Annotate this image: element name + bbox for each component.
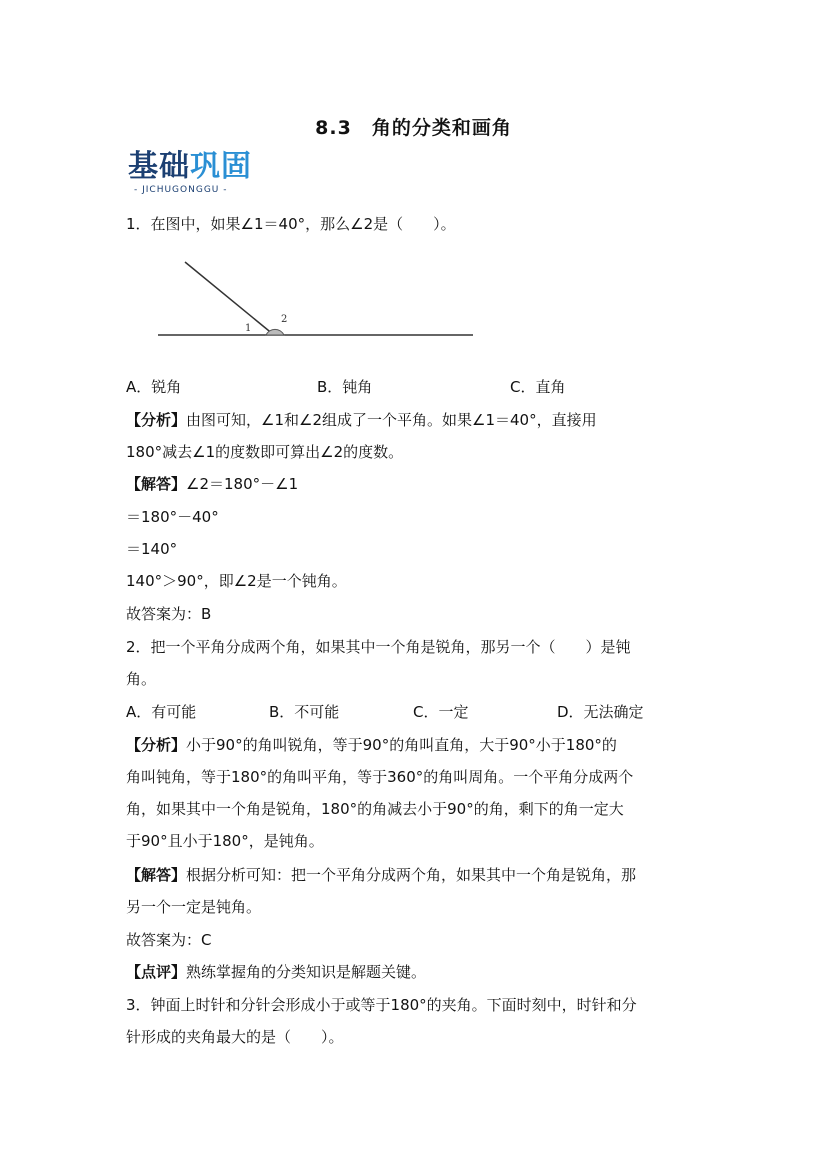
answer-text: 根据分析可知：把一个平角分成两个角，如果其中一个角是锐角，那 [186, 866, 637, 884]
q1-option-c: C．直角 [510, 378, 566, 396]
angle-figure [150, 252, 480, 347]
answer-text: ∠2＝180°－∠1 [186, 475, 299, 493]
q1-answer-line-2: ＝180°－40° [126, 508, 219, 526]
q2-analysis-line-2: 角叫钝角，等于180°的角叫平角，等于360°的角叫周角。一个平角分成两个 [126, 768, 634, 786]
q1-answer-line-4: 140°＞90°，即∠2是一个钝角。 [126, 572, 347, 590]
q2-option-d: D．无法确定 [557, 703, 644, 721]
q2-option-a: A．有可能 [126, 703, 197, 721]
page-title: 8.3 角的分类和画角 [315, 117, 512, 139]
q3-stem-line-2: 针形成的夹角最大的是（ ）。 [126, 1028, 344, 1046]
angle-label-2: 2 [281, 314, 288, 325]
q1-answer-line-3: ＝140° [126, 540, 178, 558]
q2-answer-line-2: 另一个一定是钝角。 [126, 898, 262, 916]
answer-tag: 【解答】 [126, 475, 187, 493]
q1-analysis-line-1 [126, 410, 597, 430]
logo-text-b: 巩固 [190, 149, 252, 184]
q2-option-c: C．一定 [413, 703, 469, 721]
q1-final-answer: 故答案为：B [126, 605, 212, 623]
slanted-ray [185, 262, 274, 335]
logo-text [128, 150, 276, 184]
logo-subtitle: - JICHUGONGGU - [134, 185, 228, 195]
logo-text-a: 基础 [128, 149, 190, 184]
q2-option-b: B．不可能 [269, 703, 340, 721]
answer-tag: 【解答】 [126, 866, 187, 884]
analysis-text: 由图可知，∠1和∠2组成了一个平角。如果∠1＝40°，直接用 [186, 411, 597, 429]
q2-analysis-line-3: 角，如果其中一个角是锐角，180°的角减去小于90°的角，剩下的角一定大 [126, 800, 624, 818]
q1-option-b: B．钝角 [317, 378, 373, 396]
q2-answer-line-1 [126, 865, 636, 885]
q3-stem-line-1: 3．钟面上时针和分针会形成小于或等于180°的夹角。下面时刻中，时针和分 [126, 996, 637, 1014]
q1-answer-line-1 [126, 474, 298, 494]
q2-analysis-line-4: 于90°且小于180°，是钝角。 [126, 832, 324, 850]
analysis-tag: 【分析】 [126, 736, 187, 754]
q2-analysis-line-1 [126, 735, 617, 755]
q1-stem: 1．在图中，如果∠1＝40°，那么∠2是（ ）。 [126, 215, 456, 233]
q2-stem-line-1: 2．把一个平角分成两个角，如果其中一个角是锐角，那另一个（ ）是钝 [126, 638, 631, 656]
analysis-text: 小于90°的角叫锐角，等于90°的角叫直角，大于90°小于180°的 [186, 736, 617, 754]
angle-label-1: 1 [245, 323, 252, 334]
review-tag: 【点评】 [126, 963, 187, 981]
q2-final-answer: 故答案为：C [126, 931, 212, 949]
analysis-tag: 【分析】 [126, 411, 187, 429]
q2-stem-line-2: 角。 [126, 670, 157, 688]
q1-option-a: A．锐角 [126, 378, 182, 396]
section-logo [128, 150, 276, 200]
review-text: 熟练掌握角的分类知识是解题关键。 [186, 963, 427, 981]
q1-analysis-line-2: 180°减去∠1的度数即可算出∠2的度数。 [126, 443, 404, 461]
q2-review [126, 962, 426, 982]
